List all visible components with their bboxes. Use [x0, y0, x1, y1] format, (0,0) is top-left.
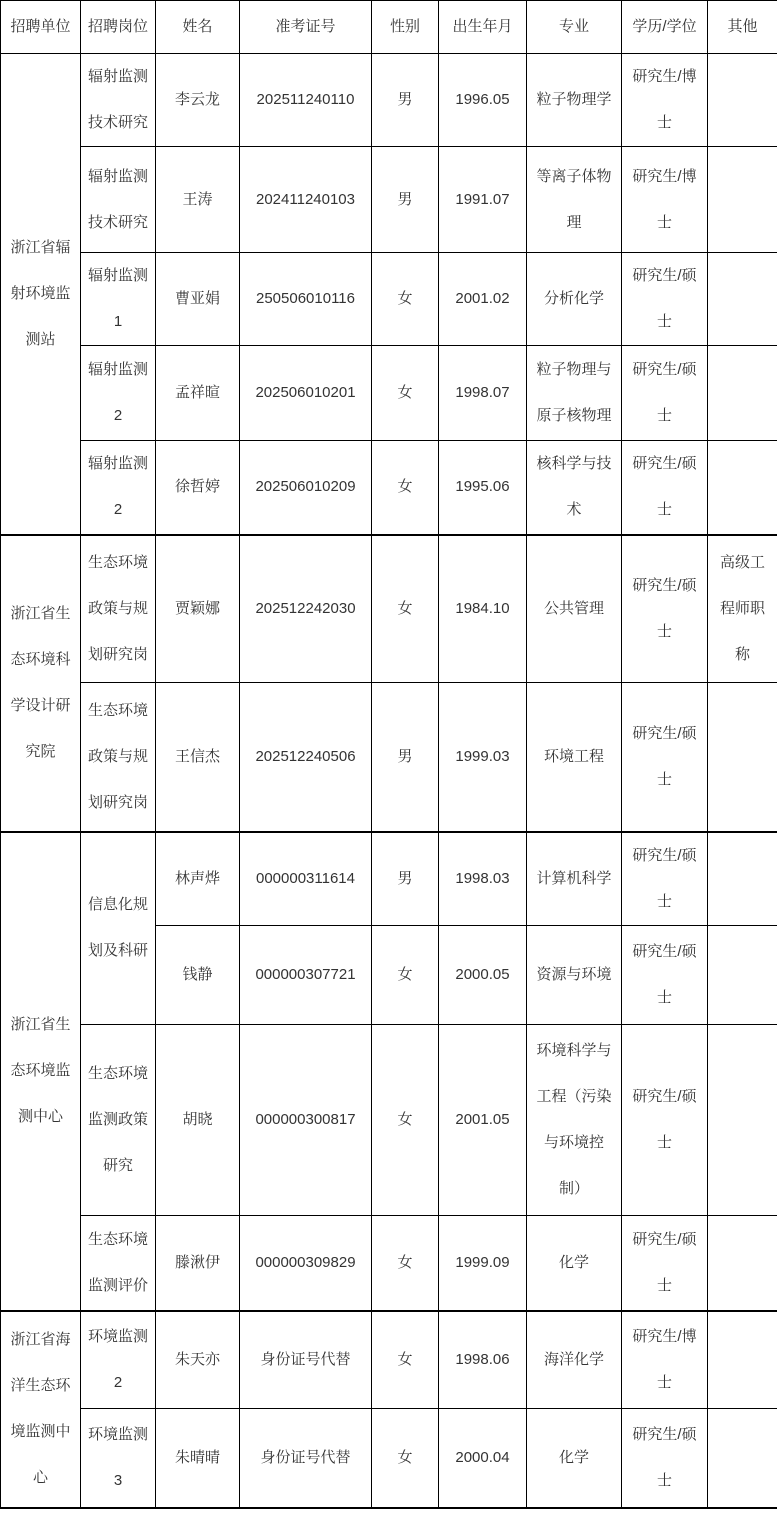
gender-cell: 男	[372, 147, 439, 253]
birth-cell: 1984.10	[439, 535, 527, 683]
degree-cell: 研究生/硕士	[622, 683, 708, 832]
birth-cell: 1998.03	[439, 832, 527, 926]
other-cell	[708, 832, 777, 926]
degree-cell: 研究生/硕士	[622, 1025, 708, 1216]
birth-cell: 1995.06	[439, 441, 527, 535]
birth-cell: 1996.05	[439, 54, 527, 147]
other-cell	[708, 1409, 777, 1508]
major-cell: 环境工程	[527, 683, 622, 832]
table-row	[1, 346, 777, 441]
name-cell: 徐哲婷	[156, 441, 240, 535]
header-other: 其他	[708, 1, 777, 54]
gender-cell: 男	[372, 832, 439, 926]
major-cell: 环境科学与工程（污染与环境控制）	[527, 1025, 622, 1216]
name-cell: 林声烨	[156, 832, 240, 926]
gender-cell: 女	[372, 926, 439, 1025]
degree-cell: 研究生/硕士	[622, 346, 708, 441]
name-cell: 李云龙	[156, 54, 240, 147]
position-cell: 生态环境政策与规划研究岗	[81, 535, 156, 683]
name-cell: 朱天亦	[156, 1311, 240, 1409]
other-cell	[708, 346, 777, 441]
table-row	[1, 253, 777, 346]
header-degree: 学历/学位	[622, 1, 708, 54]
position-cell: 生态环境监测评价	[81, 1216, 156, 1311]
unit-cell: 浙江省生态环境科学设计研究院	[1, 535, 81, 832]
other-cell	[708, 683, 777, 832]
other-cell	[708, 1216, 777, 1311]
name-cell: 王信杰	[156, 683, 240, 832]
table-row	[1, 441, 777, 535]
position-cell: 辐射监测技术研究	[81, 147, 156, 253]
major-cell: 分析化学	[527, 253, 622, 346]
gender-cell: 男	[372, 54, 439, 147]
table-row	[1, 832, 777, 926]
unit-cell: 浙江省辐射环境监测站	[1, 54, 81, 535]
birth-cell: 1999.09	[439, 1216, 527, 1311]
table-row	[1, 1311, 777, 1409]
position-cell: 辐射监测2	[81, 441, 156, 535]
name-cell: 钱静	[156, 926, 240, 1025]
major-cell: 核科学与技术	[527, 441, 622, 535]
header-gender: 性别	[372, 1, 439, 54]
gender-cell: 女	[372, 535, 439, 683]
other-cell: 高级工程师职称	[708, 535, 777, 683]
table-row	[1, 683, 777, 832]
name-cell: 朱晴晴	[156, 1409, 240, 1508]
gender-cell: 女	[372, 1025, 439, 1216]
table-row	[1, 147, 777, 253]
degree-cell: 研究生/硕士	[622, 1409, 708, 1508]
header-major: 专业	[527, 1, 622, 54]
major-cell: 等离子体物理	[527, 147, 622, 253]
exam-no-cell: 000000309829	[240, 1216, 372, 1311]
exam-no-cell: 202411240103	[240, 147, 372, 253]
other-cell	[708, 926, 777, 1025]
degree-cell: 研究生/硕士	[622, 535, 708, 683]
header-unit: 招聘单位	[1, 1, 81, 54]
gender-cell: 女	[372, 346, 439, 441]
table-row	[1, 535, 777, 683]
header-name: 姓名	[156, 1, 240, 54]
birth-cell: 1998.07	[439, 346, 527, 441]
birth-cell: 2000.04	[439, 1409, 527, 1508]
position-cell: 辐射监测1	[81, 253, 156, 346]
exam-no-cell: 身份证号代替	[240, 1311, 372, 1409]
name-cell: 孟祥暄	[156, 346, 240, 441]
exam-no-cell: 250506010116	[240, 253, 372, 346]
position-cell: 环境监测3	[81, 1409, 156, 1508]
birth-cell: 1998.06	[439, 1311, 527, 1409]
exam-no-cell: 202512240506	[240, 683, 372, 832]
exam-no-cell: 202512242030	[240, 535, 372, 683]
major-cell: 计算机科学	[527, 832, 622, 926]
other-cell	[708, 54, 777, 147]
name-cell: 王涛	[156, 147, 240, 253]
exam-no-cell: 身份证号代替	[240, 1409, 372, 1508]
other-cell	[708, 441, 777, 535]
birth-cell: 2000.05	[439, 926, 527, 1025]
other-cell	[708, 1025, 777, 1216]
gender-cell: 女	[372, 1216, 439, 1311]
header-row	[1, 1, 777, 54]
exam-no-cell: 202511240110	[240, 54, 372, 147]
unit-cell: 浙江省海洋生态环境监测中心	[1, 1311, 81, 1508]
major-cell: 海洋化学	[527, 1311, 622, 1409]
birth-cell: 1991.07	[439, 147, 527, 253]
gender-cell: 女	[372, 253, 439, 346]
major-cell: 粒子物理学	[527, 54, 622, 147]
degree-cell: 研究生/博士	[622, 147, 708, 253]
position-cell: 生态环境政策与规划研究岗	[81, 683, 156, 832]
table-row	[1, 54, 777, 147]
name-cell: 曹亚娟	[156, 253, 240, 346]
exam-no-cell: 202506010201	[240, 346, 372, 441]
degree-cell: 研究生/硕士	[622, 253, 708, 346]
degree-cell: 研究生/博士	[622, 1311, 708, 1409]
other-cell	[708, 1311, 777, 1409]
other-cell	[708, 147, 777, 253]
position-cell: 辐射监测2	[81, 346, 156, 441]
major-cell: 化学	[527, 1216, 622, 1311]
gender-cell: 女	[372, 441, 439, 535]
name-cell: 胡晓	[156, 1025, 240, 1216]
position-cell: 信息化规划及科研	[81, 832, 156, 1025]
birth-cell: 2001.02	[439, 253, 527, 346]
position-cell: 辐射监测技术研究	[81, 54, 156, 147]
exam-no-cell: 202506010209	[240, 441, 372, 535]
gender-cell: 男	[372, 683, 439, 832]
position-cell: 生态环境监测政策研究	[81, 1025, 156, 1216]
other-cell	[708, 253, 777, 346]
header-exam-no: 准考证号	[240, 1, 372, 54]
degree-cell: 研究生/博士	[622, 54, 708, 147]
exam-no-cell: 000000300817	[240, 1025, 372, 1216]
header-birth: 出生年月	[439, 1, 527, 54]
degree-cell: 研究生/硕士	[622, 926, 708, 1025]
name-cell: 贾颖娜	[156, 535, 240, 683]
major-cell: 粒子物理与原子核物理	[527, 346, 622, 441]
degree-cell: 研究生/硕士	[622, 832, 708, 926]
major-cell: 公共管理	[527, 535, 622, 683]
gender-cell: 女	[372, 1311, 439, 1409]
exam-no-cell: 000000311614	[240, 832, 372, 926]
table-row	[1, 1409, 777, 1508]
degree-cell: 研究生/硕士	[622, 1216, 708, 1311]
birth-cell: 1999.03	[439, 683, 527, 832]
name-cell: 滕湫伊	[156, 1216, 240, 1311]
position-cell: 环境监测2	[81, 1311, 156, 1409]
birth-cell: 2001.05	[439, 1025, 527, 1216]
table-row	[1, 1216, 777, 1311]
header-position: 招聘岗位	[81, 1, 156, 54]
table-row	[1, 1025, 777, 1216]
exam-no-cell: 000000307721	[240, 926, 372, 1025]
major-cell: 化学	[527, 1409, 622, 1508]
degree-cell: 研究生/硕士	[622, 441, 708, 535]
major-cell: 资源与环境	[527, 926, 622, 1025]
unit-cell: 浙江省生态环境监测中心	[1, 832, 81, 1311]
gender-cell: 女	[372, 1409, 439, 1508]
